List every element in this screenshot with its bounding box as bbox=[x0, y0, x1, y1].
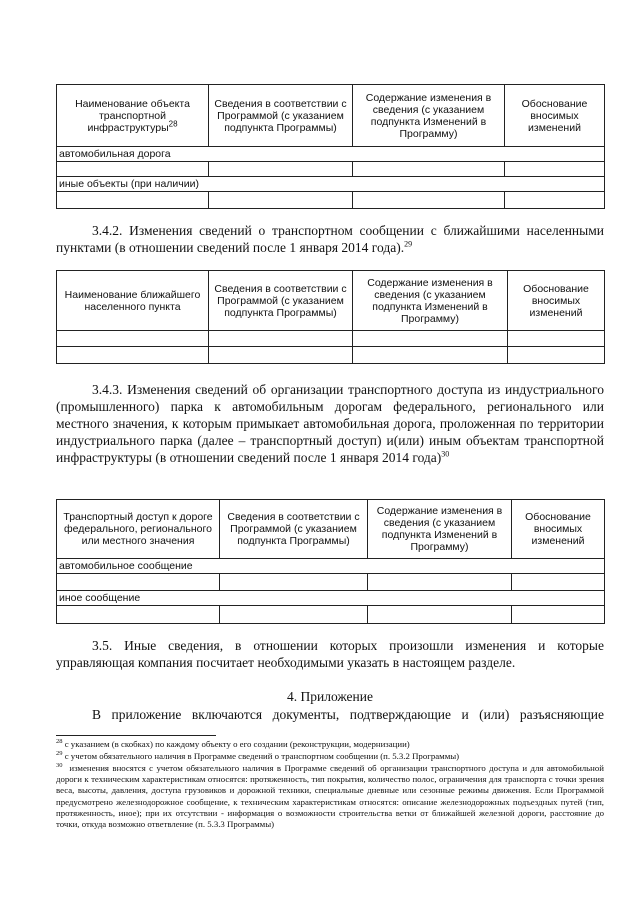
nearest-settlement-table bbox=[56, 270, 605, 364]
table-row bbox=[57, 347, 605, 364]
table-header-cell: Обоснование вносимых изменений bbox=[508, 271, 605, 331]
table-header-cell: Сведения в соответствии с Программой (с указанием подпункта Программы) bbox=[209, 85, 353, 147]
transport-infrastructure-table bbox=[56, 84, 605, 209]
table-header-cell: Сведения в соответствии с Программой (с указанием подпункта Программы) bbox=[209, 271, 353, 331]
table-header-cell: Обоснование вносимых изменений bbox=[512, 500, 605, 559]
table-header-cell: Содержание изменения в сведения (с указанием подпункта Изменений в Программу) bbox=[353, 85, 505, 147]
table-header-cell: Транспортный доступ к дороге федерального, регионального или местного значения bbox=[57, 500, 220, 559]
table-row bbox=[57, 331, 605, 347]
table-header-cell: Сведения в соответствии с Программой (с указанием подпункта Программы) bbox=[220, 500, 368, 559]
footnote-ref: 30 bbox=[441, 449, 450, 459]
footnote-ref: 29 bbox=[404, 239, 413, 249]
table-row bbox=[57, 606, 605, 624]
table-header-cell: Содержание изменения в сведения (с указанием подпункта Изменений в Программу) bbox=[368, 500, 512, 559]
footnote-30: $^{30}$ изменения вносятся с учетом обязательного наличия в Программе сведений об организации транспортного доступа и для автомобильной дороги к техническим характеристикам относятся: протяженность, тип покрытия, количество полос, ограничения для транспорта с точки зрения веса, высоты, давления, доступа грузовиков и дорожной техники, специальные дневные или сезонные режимы движения. Если Программой предусмотрено железнодорожное сообщение, к техническим характеристикам относятся: описание железнодорожных подъездных путей (тип, протяженность, иное); при их отсутствии - информация о возможности строительства ветки от ближайшей железной дороги, расстояние до точки, откуда возможно ответвление (п. 5.3.3 Программы) bbox=[56, 762, 604, 830]
table-row bbox=[57, 162, 605, 177]
table-header-cell: Содержание изменения в сведения (с указанием подпункта Изменений в Программу) bbox=[353, 271, 508, 331]
table-row bbox=[57, 192, 605, 209]
table-header-cell: Обоснование вносимых изменений bbox=[505, 85, 605, 147]
section-4-heading: 4. Приложение bbox=[287, 689, 373, 704]
table-header-cell: Наименование ближайшего населенного пункта bbox=[57, 271, 209, 331]
section-4-text: В приложение включаются документы, подтверждающие и (или) разъясняющие bbox=[92, 707, 604, 722]
table-group-row: автомобильная дорога bbox=[57, 147, 605, 162]
transport-access-table bbox=[56, 499, 605, 624]
paragraph-3-5: 3.5. Иные сведения, в отношении которых произошли изменения и которые управляющая компания посчитает необходимыми указать в настоящем разделе. bbox=[56, 638, 604, 670]
footnote-separator bbox=[56, 735, 216, 736]
paragraph-3-4-2: 3.4.2. Изменения сведений о транспортном сообщении с ближайшими населенными пунктами (в отношении сведений после 1 января 2014 года).$^{29}$ bbox=[56, 223, 604, 255]
footnote-ref: 28 bbox=[168, 119, 178, 128]
paragraph-3-4-3: 3.4.3. Изменения сведений об организации транспортного доступа из индустриального (промышленного) парка к автомобильным дорогам федерального, регионального или местного значения, к которым примыкает автомобильная дорога, проложенная по территории индустриального парка (далее – транспортный доступ) и(или) иным объектам транспортной инфраструктуры (в отношении сведений после 1 января 2014 года)$^{30}$ bbox=[56, 382, 604, 465]
table-group-row: иные объекты (при наличии) bbox=[57, 177, 605, 192]
table-header-cell: Наименование объекта транспортной инфраструктуры$^{28}$ bbox=[57, 85, 209, 147]
table-group-row: автомобильное сообщение bbox=[57, 559, 605, 574]
table-group-row: иное сообщение bbox=[57, 591, 605, 606]
footnote-29: $^{29}$ с учетом обязательного наличия в Программе сведений о транспортном сообщении (п. 5.3.2 Программы) bbox=[56, 750, 460, 761]
footnote-28: $^{28}$ с указанием (в скобках) по каждому объекту о его создании (реконструкции, модернизации) bbox=[56, 738, 410, 749]
table-row bbox=[57, 574, 605, 591]
